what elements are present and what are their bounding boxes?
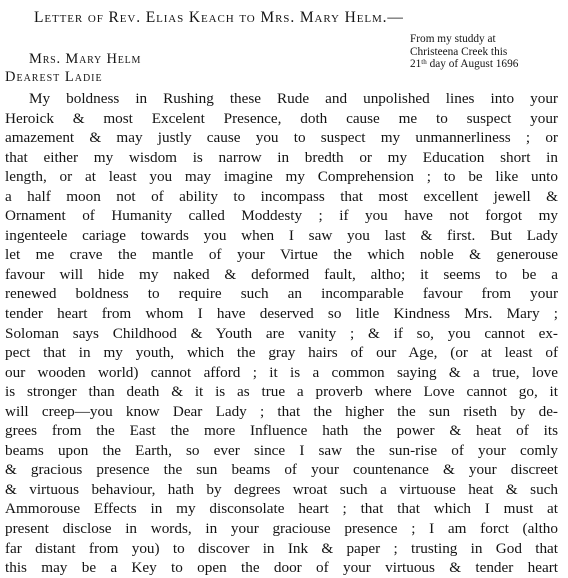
dateline-line-3 [410,58,518,71]
body-line: tender heart from whom I have deserved so litle Kindness Mrs. Mary ; [5,305,558,323]
letter-title: Letter of Rev. Elias Keach to Mrs. Mary Helm.— [34,9,404,26]
body-line: beams upon the Earth, so ever since I saw the sun-rise of your comly [5,441,558,459]
body-line: let me crave the mantle of your Virtue the which noble & generouse [5,246,558,264]
salutation: Dearest Ladie [5,69,103,85]
body-line: a half moon not of ability to incompass that most excellent jewell & [5,187,558,205]
body-line: ingenteele cariage towards you when I saw you last & first. But Lady [5,226,558,244]
dateline-line-1: From my studdy at [410,33,496,45]
body-line: pect that in my youth, which the gray hairs of our Age, (or at least of [5,344,558,362]
recipient-name: Mrs. Mary Helm [29,51,142,67]
body-line: length, or at least you may imagine my Comprehension ; to be like unto [5,168,558,186]
body-line: Soloman says Childhood & Youth are vanity ; & if so, you cannot ex- [5,324,558,342]
body-line: will creep—you know Dear Lady ; that the higher the sun riseth by de- [5,402,558,420]
body-line: & virtuous behaviour, hath by degrees wroat such a virtuouse heat & such [5,480,558,498]
body-line: favour will hide my naked & deformed fault, altho; it seems to be a [5,265,558,283]
body-line: far distant from you) to discover in Ink & paper ; trusting in God that [5,539,558,557]
body-line: our wooden world) cannot afford ; it is a common saying & a true, love [5,363,558,381]
letter-body [5,89,558,578]
dateline-day-suffix: th [421,58,427,66]
dateline-line-2: Christeena Creek this [410,45,508,58]
body-line: amazement & may justly cause you to suspect my unmannerliness ; or [5,129,558,147]
body-line: Ammorouse Effects in my disconsolate heart ; that that which I must at [5,500,558,518]
body-line: this may be a Key to open the door of your virtuous & tender heart [5,559,558,577]
body-line: is stronger than death & it is as true a proverb where Love cannot go, it [5,383,558,401]
dateline-month-year: day of August 1696 [426,58,519,70]
body-line: renewed boldness to require such an incomparable favour from your [5,285,558,303]
body-line: present disclose in words, in your graciouse presence ; I am forct (altho [5,520,558,538]
body-line: that either my wisdom is narrow in bredth or my Education short in [5,148,558,166]
body-line: & gracious presence the sun beams of your countenance & your discreet [5,461,558,479]
body-line: Ornament of Humanity called Moddesty ; if you have not forgot my [5,207,558,225]
body-line: Heroick & most Excelent Presence, doth cause me to suspect your [5,109,558,127]
dateline [410,33,518,71]
dateline-day: 21 [410,58,422,70]
body-line: My boldness in Rushing these Rude and unpolished lines into your [29,90,558,107]
body-line: grees from the East the more Influence hath the power & heat of its [5,422,558,440]
